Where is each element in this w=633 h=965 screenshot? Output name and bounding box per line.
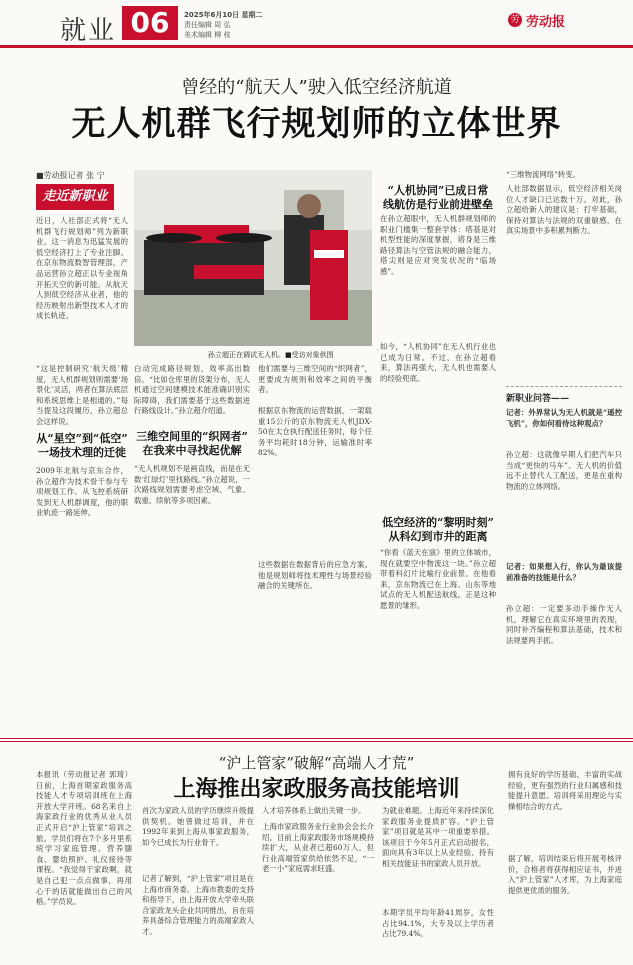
- main-byline: ■劳动报记者 张 宁: [36, 171, 105, 180]
- paper-logo: [508, 10, 565, 30]
- second-col5-para1: 拥有良好的学历基础、丰富的实战经验，更有强烈的行业归属感和技能提升意愿。培训将采用理论与实操相结合的方式。: [508, 770, 622, 811]
- main-subhead-2: 三维空间里的“织网者” 在我来中寻找起优解: [136, 430, 248, 457]
- sidebar-answer-1: 孙立超：这就像早期人们把汽车只当成“更快的马车”。无人机的价值远不止替代人工配送，更是在重构物流的立体网络。: [506, 450, 622, 491]
- publication-info: [184, 10, 263, 40]
- main-headline: 无人机群飞行规划师的立体世界: [71, 104, 562, 144]
- main-col1-para1: 近日，人社部正式将“无人机群飞行规划师”列为新职业，这一消息为迅猛发展的低空经济打上了专业注脚。在京东物流数智管理部，产品运营孙立超正以专业视角开拓天空的新可能。从航天人到低空经济从业者，他的经历映射出新型技术人才的成长轨迹。: [36, 216, 128, 321]
- main-col4-para1: 在孙立超眼中，无人机群规划师的职业门槛集一整套学体：塔基是对机型性能的深度掌握，塔身是三维路径算法与空管法规的融合能力，塔尖则是应对突发状况的“临场感”。: [380, 214, 496, 276]
- second-col5-para2: 据了解，培训结束后将开展考核评价，合格者将获得相应证书，并进入“沪上管家”人才库，为上海家庭提供更优质的服务。: [508, 854, 622, 895]
- page-masthead: [0, 0, 633, 48]
- second-col3-para2: 上海市家政服务业行业协会会长介绍，目前上海家政服务市场规模持续扩大，从业者已超60万人，但行业高端管家供给依然不足，“一老一小”家庭需求旺盛。: [262, 822, 374, 874]
- main-col1-para2: “这是控制研究‘航天级’精度，无人机群规划则需要‘场景化’灵活，两者在算法底层和系统思维上是相通的。”每当提及这段履历，孙立超总会这样说。: [36, 364, 128, 426]
- art-editor-line: 美术编辑 柳 枝: [184, 31, 231, 39]
- main-col1-para3: 2009年北航与京东合作，孙立超作为技术骨干参与专项规划工作。从飞控系统研发到无人机群调度，他的职业轨迹一路延伸。: [36, 466, 128, 518]
- main-subhead-3: “人机协同”已成日常 线航仿是行业前进壁垒: [383, 184, 493, 211]
- second-col1: 本报讯（劳动报记者 郭琦）日前，上海首期家政服务高技能人才专项培训班在上海开放大学开班。68名来自上海家政行业的优秀从业人员正式开启“沪上管家”培训之旅。学员们将在7个多月里系统学习家庭管理、营养膳食、婴幼照护、礼仪接待等课程。“我觉得干家政啊，就是自己犯一点点做事，再用心干的话就能做出自己的风格。”学员说。: [36, 770, 132, 907]
- sidebar-answer-2: 孙立超：一定要多动手操作无人机，理解它在真实环境里的表现，同时补齐编程和算法基础，技术和法规要两手抓。: [506, 604, 622, 645]
- section-name: 就业: [60, 16, 117, 46]
- main-col4-para2: 如今，“人机协同”在无人机行业也已成为日常。不过，在孙立超看来，算法再强大，无人机也需要人的经验兜底。: [380, 342, 496, 383]
- main-col5-para1: “三维物流网络”转变。: [506, 170, 581, 179]
- main-kicker: 曾经的“航天人”驶入低空经济航道: [181, 77, 452, 98]
- main-col3-para3: 这些数据在数据背后的应急方案。他是规划师将技术理性与场景经验融合的关键所在。: [258, 560, 372, 591]
- column-badge: 走近新职业: [36, 184, 114, 210]
- main-col3-para2: 根据京东物流的运营数据，一架载重15公斤的京东物流无人机JDX-50在太仓执行配送任务时，每个任务平均耗时18分钟，运输准时率82%。: [258, 406, 372, 458]
- main-col4-para3: “你看《蓝天在演》里的立体城市，现在就要空中物流这一块。”孙立超带着科幻片比喻行业前景。在他看来，京东物流已在上海、山东等地试点的无人机配送航线，正是这种愿景的雏形。: [380, 548, 496, 610]
- sidebar-question-1: 记者：外界常认为无人机就是“遥控飞机”，你如何看待这种观点？: [506, 408, 622, 428]
- second-kicker: “沪上管家”破解“高端人才荒”: [218, 754, 415, 772]
- sidebar-question-2: 记者：如果想入行，你认为最该提前准备的技能是什么？: [506, 562, 622, 582]
- paper-name: 劳动报: [526, 14, 566, 30]
- main-subhead-1: 从“星空”到“低空” 一场技术理的迁徙: [36, 432, 128, 459]
- main-subhead-4: 低空经济的“黎明时刻” 从科幻到市井的距离: [382, 516, 494, 543]
- page-number: 06: [122, 6, 178, 40]
- second-col3-para1: 人才培养体系上做出关键一步。: [262, 806, 366, 815]
- logo-icon: 劳: [508, 13, 522, 27]
- second-col2-para1: 首次为家政人员的学历继续升级提供契机。她曾做过培训，并在1992年来到上海从事家政服务，如今已成长为行业骨干。: [142, 806, 254, 847]
- main-col2-para1: 白动完成路径规划，效率高出数倍。“比如仓库里的货架分布，无人机通过空间建模技术能准确识别实际障碍，我们需要基于这些数据进行路线设计。”孙立超介绍道。: [134, 364, 250, 416]
- main-col2-para2: “无人机规划不是画直线，而是在无数‘红绿灯’里找路线。”孙立超说，一次路线规划需要考虑空域、气象、载重、续航等多项因素。: [134, 464, 250, 505]
- main-col3-para1: 他们需要与三维空间的“织网者”，更要成为规则和效率之间的平衡者。: [258, 364, 372, 395]
- editor-line: 责任编辑 周 弘: [184, 21, 231, 29]
- drone-photo: [134, 170, 372, 346]
- sidebar-title: 新职业问答——: [506, 394, 570, 404]
- qa-sidebar: [506, 386, 622, 736]
- second-col4-para2: 本期学员平均年龄41周岁，女性占比94.1%，大专及以上学历者占比79.4%。: [382, 908, 494, 939]
- second-col4-para1: 为就业难题。上海近年来持续深化家政服务业提质扩容。“沪上管家”项目就是其中一项重要举措。该项目于今年5月正式启动报名，面向具有3年以上从业经验、持有相关技能证书的家政人员开放。: [382, 806, 494, 868]
- main-col5-para2: 人社部数据显示，低空经济相关岗位人才缺口已达数十万。对此，孙立超给新人的建议是：打牢基础，保持对算法与法规的双重敏感，在真实场景中多积累判断力。: [506, 184, 622, 236]
- date-line: 2025年6月10日 星期二: [184, 11, 263, 19]
- story-divider: [0, 738, 633, 742]
- second-headline: 上海推出家政服务高技能培训: [173, 776, 460, 802]
- second-col2-para2: 记者了解到，“沪上管家”项目是在上海市商务委、上海市教委的支持和指导下，由上海开放大学牵头联合家政龙头企业共同推出，旨在培养具备综合管理能力的高端家政人才。: [142, 874, 254, 936]
- photo-caption: 孙立超正在调试无人机。■受访对象供图: [208, 351, 334, 359]
